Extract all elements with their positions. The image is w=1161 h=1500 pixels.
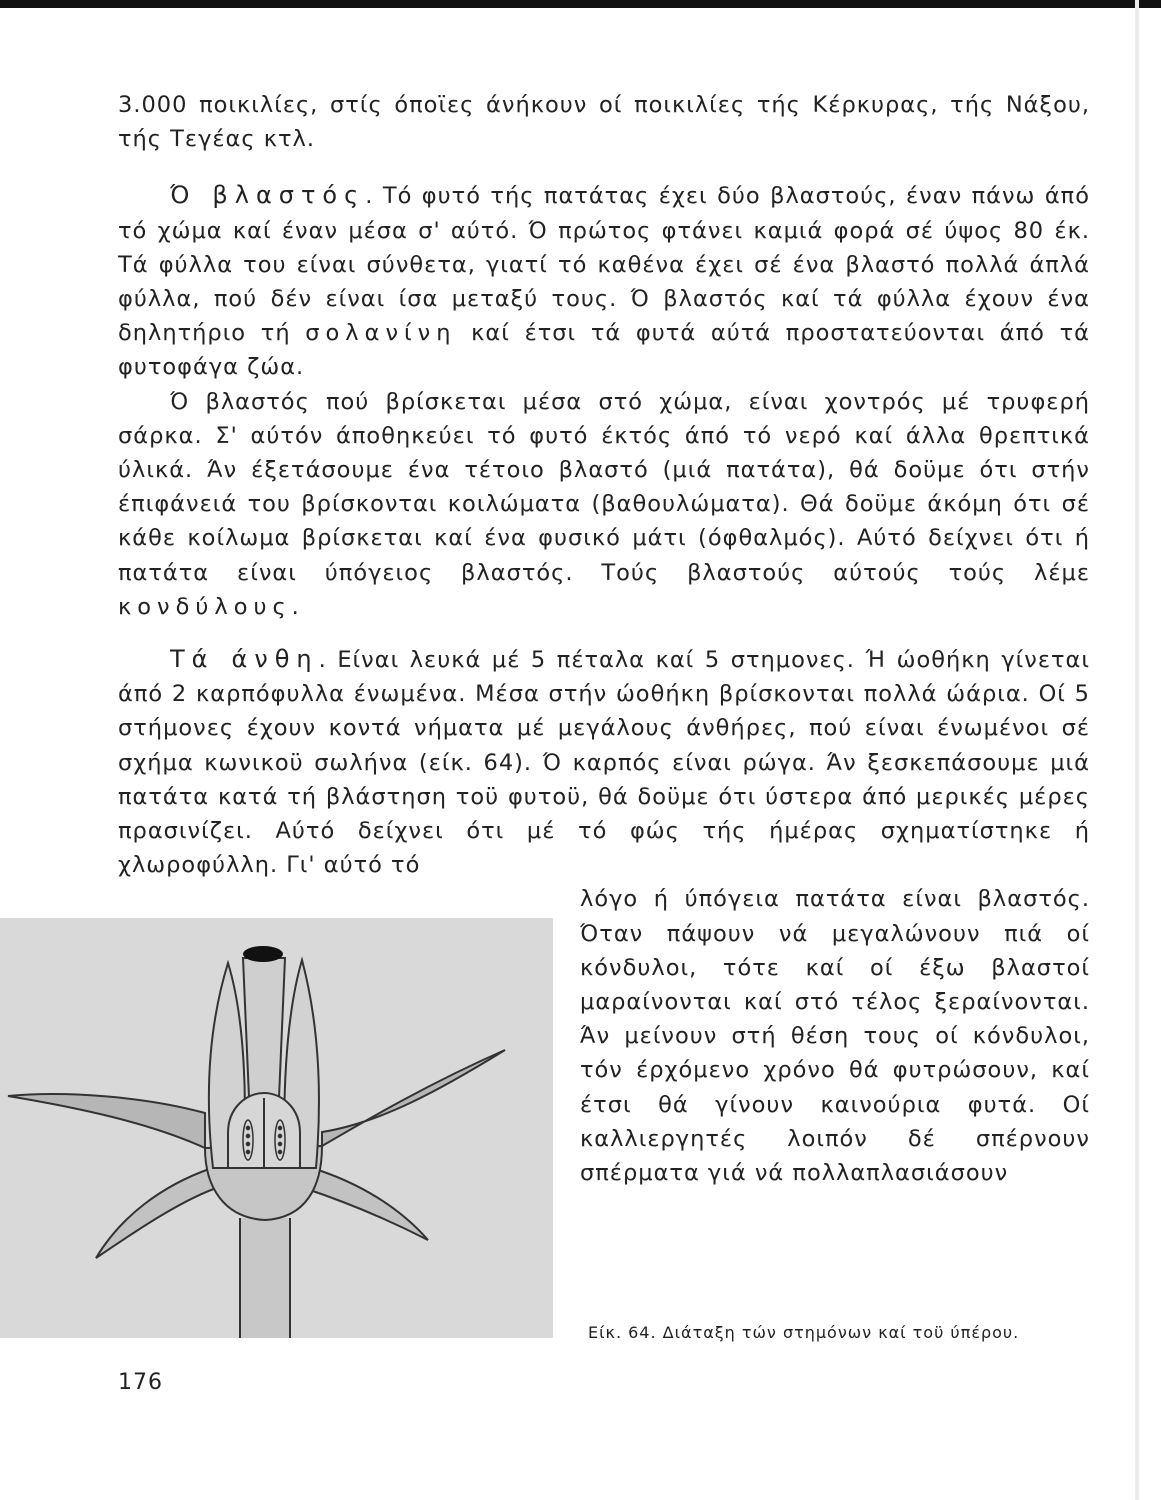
flowers-paragraph [118,642,1090,882]
right-petal [322,1050,505,1146]
stem-heading: Ό βλαστός [170,181,366,210]
stalk-fill [241,1218,289,1338]
flowers-text: . Είναι λευκά μέ 5 πέταλα καί 5 στημονες. Ή ώοθήκη γίνεται άπό 2 καρπόφυλλα ένωμένα. Μέσα στήν ώοθήκη βρίσκονται πολλά ώάρια. Οί 5 στήμονες έχουν κοντά νήματα μέ μεγάλους άνθήρες, πού είναι ένωμένοι σέ σχήμα κωνικοϋ σωλήνα (είκ. 64). Ό καρπός είναι ρώγα. Άν ξεσκεπάσουμε μιά πατάτα κατά τή βλάστηση τοϋ φυτοϋ, θά δοϋμε ότι ύστερα άπό μερικές μέρες πρασινίζει. Αύτό δείχνει ότι μέ τό φώς τής ήμέρας σχηματίστηκε ή χλωροφύλλη. Γι' αύτό τό [118,647,1090,879]
stem-paragraph-1 [118,178,1090,384]
left-petal [8,1094,205,1148]
lower-left-petal [96,1168,222,1258]
lower-right-petal [304,1168,428,1240]
page-binding-edge [1135,0,1139,1500]
stem-text-a: . Τό φυτό τής πατάτας έχει δύο βλαστούς, έναν πάνω άπό τό χώμα καί έναν μέσα σ' αύτό. Ό πρώτος φτάνει καμιά φορά σέ ύψος 80 έκ. Τά φύλλα του είναι σύνθετα, γιατί τό καθένα έχει σέ ένα βλαστό πολλά άπλά φύλλα, πού δέν είναι ίσα μεταξύ τους. Ό βλαστός καί τά φύλλα έχουν ένα δηλητήριο τή [118,183,1090,347]
page-number: 176 [118,1370,163,1395]
page-top-edge [0,0,1161,8]
flowers-heading: Τά άνθη [170,645,319,674]
stigma [243,946,283,962]
figure-64-illustration [0,918,553,1338]
tuber-text: Ό βλαστός πού βρίσκεται μέσα στό χώμα, είναι χοντρός μέ τρυφερή σάρκα. Σ' αύτόν άποθηκεύει τό φυτό έκτός άπό τό νερό καί άλλα θρεπτικά ύλικά. Άν έξετάσουμε ένα τέτοιο βλαστό (μιά πατάτα), θά δοϋμε ότι στήν έπιφάνειά του βρίσκονται κοιλώματα (βαθουλώματα). Θά δοϋμε άκόμη ότι σέ κάθε κοίλωμα βρίσκεται καί ένα φυσικό μάτι (όφθαλμός). Αύτό δείχνει ότι ή πατάτα είναι ύπόγειος βλαστός. Τούς βλαστούς αύτούς τούς λέμε [118,388,1090,586]
tubers-term: κονδύλους. [118,593,305,620]
flowers-text-column: λόγο ή ύπόγεια πατάτα είναι βλαστός. Όταν πάψουν νά μεγαλώνουν πιά οί κόνδυλοι, τότε καί οί έξω βλαστοί μαραίνονται καί στό τέλος ξεραίνονται. Άν μείνουν στή θέση τους οί κόνδυλοι, τόν έρχόμενο χρόνο θά φυτρώσουν, καί έτσι θά γίνουν καινούρια φυτά. Οί καλλιεργητές λοιπόν δέ σπέρνουν σπέρματα γιά νά πολλαπλασιάσουν [580,886,1090,1187]
solanine-term: σολανίνη [305,320,457,347]
flower-diagram [0,918,553,1338]
stem-paragraph-2 [118,385,1090,624]
intro-paragraph: 3.000 ποικιλίες, στίς όποϊες άνήκουν οί ποικιλίες τής Κέρκυρας, τής Νάξου, τής Τεγέας κτλ. [118,92,1090,153]
figure-caption: Είκ. 64. Διάταξη τών στημόνων καί τοϋ ύπέρου. [588,1323,1020,1342]
stem-text-b: καί έτσι τά φυτά αύτά προστατεύονται άπό τά φυτοφάγα ζώα. [118,320,1090,381]
